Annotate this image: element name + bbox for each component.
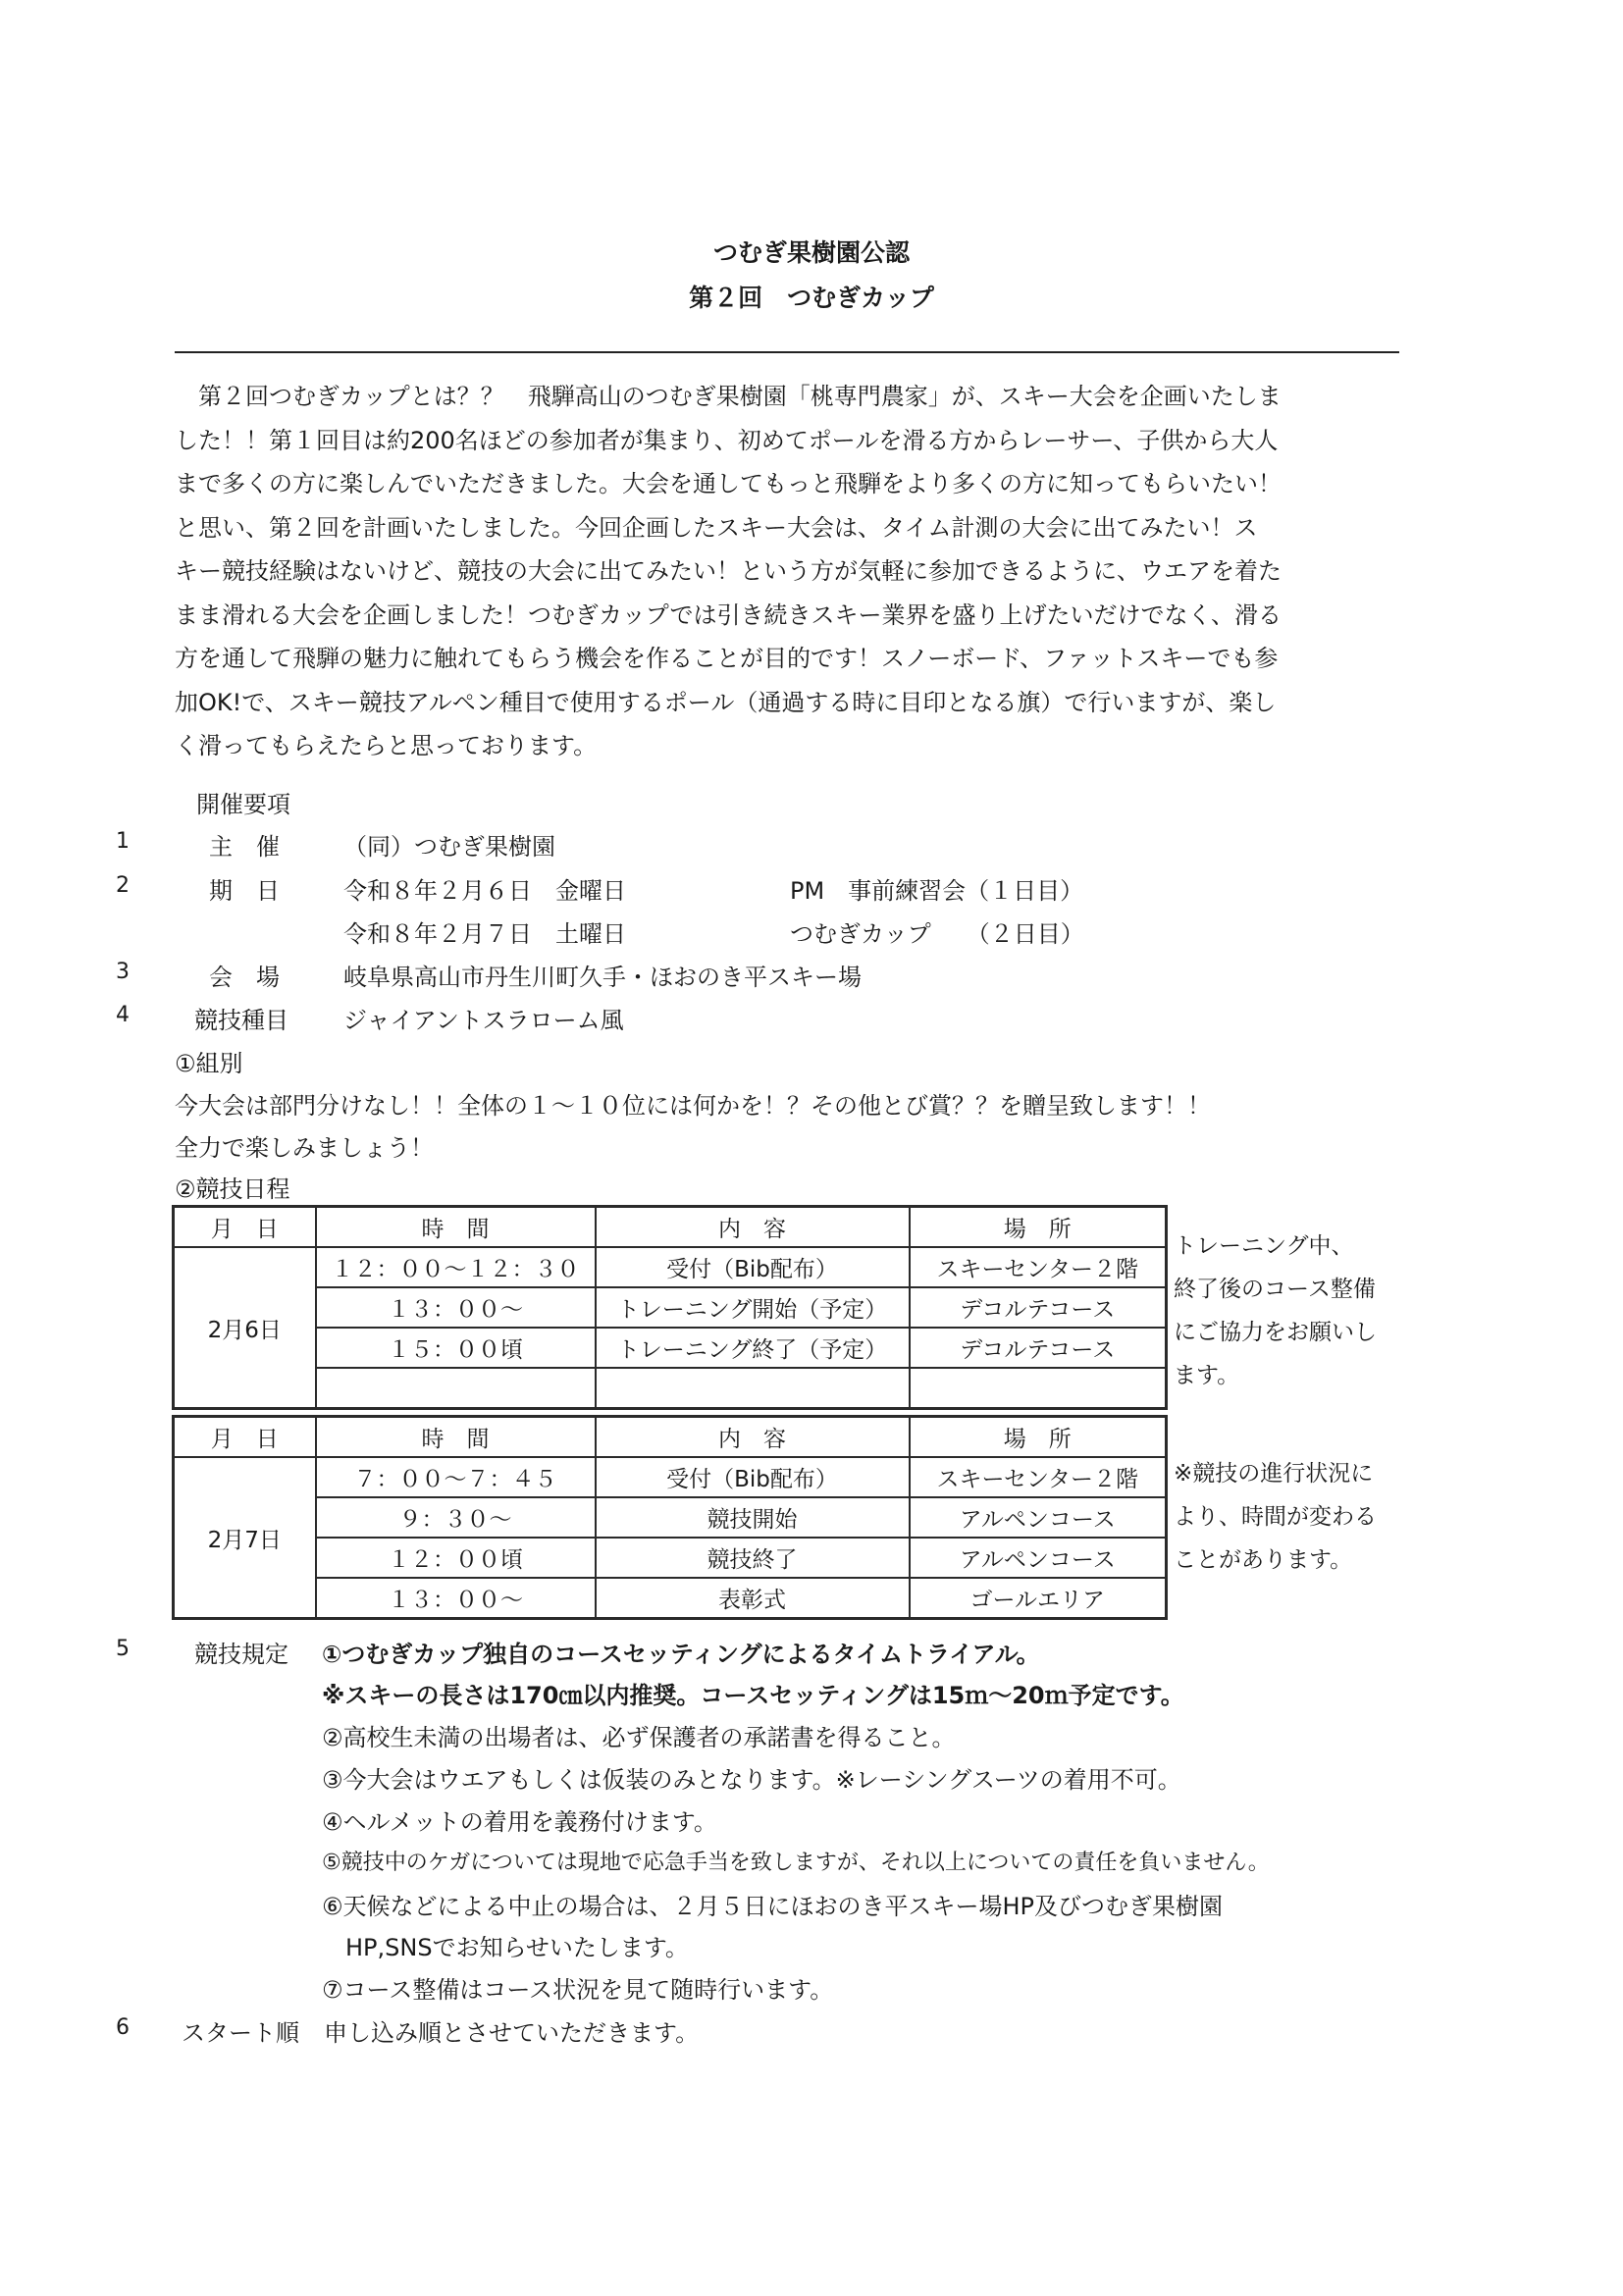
item3-value: 岐阜県高山市丹生川町久手・ほおのき平スキー場: [343, 964, 862, 991]
rule-line-8: HP,SNSでお知らせいたします。: [322, 1934, 689, 1961]
table-row: [174, 1497, 1167, 1538]
item1-label: 主 催: [209, 833, 280, 861]
cell-content: [596, 1368, 910, 1409]
cell-time: ９：３０～: [316, 1497, 596, 1538]
item2-event2: つむぎカップ （２日目）: [790, 920, 1084, 948]
header-date: 月 日: [174, 1417, 316, 1458]
day1-side-note: [1174, 1225, 1377, 1397]
intro-line: く滑ってもらえたらと思っております。: [175, 732, 598, 759]
rules-label: 競技規定: [194, 1641, 288, 1668]
rule-line-6: ⑤競技中のケガについては現地で応急手当を致しますが、それ以上についての責任を負いません。: [322, 1851, 1270, 1875]
rule-line-7: ⑥天候などによる中止の場合は、２月５日にほおのき平スキー場HP及びつむぎ果樹園: [322, 1893, 1224, 1920]
cell-time: ７：００～７：４５: [316, 1457, 596, 1497]
start-value: 申し込み順とさせていただきます。: [324, 2019, 700, 2047]
table-row: [174, 1328, 1167, 1368]
cell-place: デコルテコース: [910, 1287, 1167, 1328]
intro-line: キー競技経験はないけど、競技の大会に出てみたい！という方が気軽に参加できるように、ウエアを着た: [175, 557, 1282, 585]
doc-title-line2: 第２回 つむぎカップ: [689, 284, 934, 312]
schedule-heading: ②競技日程: [175, 1175, 290, 1203]
cell-content: トレーニング開始（予定）: [596, 1287, 910, 1328]
cell-content: トレーニング終了（予定）: [596, 1328, 910, 1368]
item4-value: ジャイアントスラローム風: [343, 1007, 624, 1034]
table-header-row: [174, 1207, 1167, 1248]
item3-label: 会 場: [209, 964, 280, 991]
item2-number: 2: [116, 873, 130, 898]
intro-line: 方を通して飛騨の魅力に触れてもらう機会を作ることが目的です！スノーボード、ファットスキーでも参: [175, 645, 1279, 672]
item2-label: 期 日: [209, 877, 280, 905]
rule-line-2: ※スキーの長さは170㎝以内推奨。コースセッティングは15ｍ～20ｍ予定です。: [322, 1682, 1184, 1709]
schedule-table-day1: [172, 1205, 1168, 1410]
outline-heading: 開催要項: [196, 791, 290, 818]
cell-place: アルペンコース: [910, 1497, 1167, 1538]
day2-date: 2月7日: [174, 1457, 316, 1619]
table-row: [174, 1247, 1167, 1287]
note-line: より、時間が変わる: [1174, 1504, 1377, 1530]
cell-content: 表彰式: [596, 1578, 910, 1619]
note-line: ことがあります。: [1174, 1547, 1353, 1573]
table-row: [174, 1368, 1167, 1409]
item2-date2: 令和８年２月７日 土曜日: [343, 920, 626, 948]
doc-title-line1: つむぎ果樹園公認: [712, 238, 910, 267]
table-row: [174, 1538, 1167, 1578]
group-text-2: 全力で楽しみましょう！: [175, 1134, 434, 1162]
start-number: 6: [116, 2015, 130, 2040]
cell-content: 競技終了: [596, 1538, 910, 1578]
intro-line: と思い、第２回を計画いたしました。今回企画したスキー大会は、タイム計測の大会に出てみたい！ス: [175, 513, 1258, 542]
cell-place: ゴールエリア: [910, 1578, 1167, 1619]
cell-time: １２：００～１２：３０: [316, 1247, 596, 1287]
intro-paragraph: [175, 375, 1401, 768]
table-row: [174, 1287, 1167, 1328]
header-content: 内 容: [596, 1417, 910, 1458]
header-content: 内 容: [596, 1207, 910, 1248]
table-row: [174, 1578, 1167, 1619]
item2-event1: PM 事前練習会（１日目）: [790, 877, 1084, 905]
cell-place: [910, 1368, 1167, 1409]
cell-time: [316, 1368, 596, 1409]
cell-time: １３：００～: [316, 1287, 596, 1328]
cell-place: スキーセンター２階: [910, 1247, 1167, 1287]
note-line: ます。: [1174, 1363, 1240, 1388]
start-label: スタート順: [182, 2019, 299, 2047]
day1-date: 2月6日: [174, 1247, 316, 1409]
note-line: ※競技の進行状況に: [1174, 1461, 1374, 1487]
group-heading: ①組別: [175, 1050, 243, 1077]
cell-content: 受付（Bib配布）: [596, 1247, 910, 1287]
rule-line-4: ③今大会はウエアもしくは仮装のみとなります。※レーシングスーツの着用不可。: [322, 1766, 1181, 1794]
rule-line-9: ⑦コース整備はコース状況を見て随時行います。: [322, 1976, 834, 2004]
cell-time: １５：００頃: [316, 1328, 596, 1368]
item1-value: （同）つむぎ果樹園: [343, 833, 555, 861]
cell-content: 競技開始: [596, 1497, 910, 1538]
group-text-1: 今大会は部門分けなし！！全体の１～１０位には何かを！？その他とび賞？？を贈呈致します！！: [175, 1092, 1211, 1120]
header-place: 場 所: [910, 1417, 1167, 1458]
cell-time: １３：００～: [316, 1578, 596, 1619]
title-divider: [175, 351, 1399, 353]
cell-place: アルペンコース: [910, 1538, 1167, 1578]
header-place: 場 所: [910, 1207, 1167, 1248]
cell-place: スキーセンター２階: [910, 1457, 1167, 1497]
rule-line-3: ②高校生未満の出場者は、必ず保護者の承諾書を得ること。: [322, 1724, 956, 1751]
intro-line: 第２回つむぎカップとは？？ 飛騨高山のつむぎ果樹園「桃専門農家」が、スキー大会を企画いたしま: [175, 383, 1282, 410]
header-date: 月 日: [174, 1207, 316, 1248]
cell-time: １２：００頃: [316, 1538, 596, 1578]
cell-place: デコルテコース: [910, 1328, 1167, 1368]
rules-number: 5: [116, 1637, 130, 1661]
intro-line: 加OK!で、スキー競技アルペン種目で使用するポール（通過する時に目印となる旗）で行いますが、楽し: [175, 688, 1277, 716]
table-row: [174, 1457, 1167, 1497]
note-line: にご協力をお願いし: [1174, 1320, 1377, 1345]
rule-line-1: ①つむぎカップ独自のコースセッティングによるタイムトライアル。: [322, 1641, 1040, 1668]
intro-line: した！！第１回目は約200名ほどの参加者が集まり、初めてポールを滑る方からレーサー、子供から大人: [175, 426, 1279, 454]
note-line: 終了後のコース整備: [1174, 1277, 1376, 1302]
intro-line: まで多くの方に楽しんでいただきました。大会を通してもっと飛騨をより多くの方に知ってもらいたい！: [175, 470, 1282, 497]
item3-number: 3: [116, 960, 130, 984]
cell-content: 受付（Bib配布）: [596, 1457, 910, 1497]
item4-number: 4: [116, 1003, 130, 1027]
rule-line-5: ④ヘルメットの着用を義務付けます。: [322, 1808, 717, 1836]
header-time: 時 間: [316, 1207, 596, 1248]
item4-label: 競技種目: [194, 1007, 288, 1034]
item2-date1: 令和８年２月６日 金曜日: [343, 877, 626, 905]
intro-line: まま滑れる大会を企画しました！つむぎカップでは引き続きスキー業界を盛り上げたいだけでなく、滑る: [175, 600, 1282, 629]
item1-number: 1: [116, 829, 130, 854]
day2-side-note: [1174, 1452, 1377, 1582]
schedule-table-day2: [172, 1415, 1168, 1620]
table-header-row: [174, 1417, 1167, 1458]
header-time: 時 間: [316, 1417, 596, 1458]
note-line: トレーニング中、: [1174, 1233, 1354, 1259]
